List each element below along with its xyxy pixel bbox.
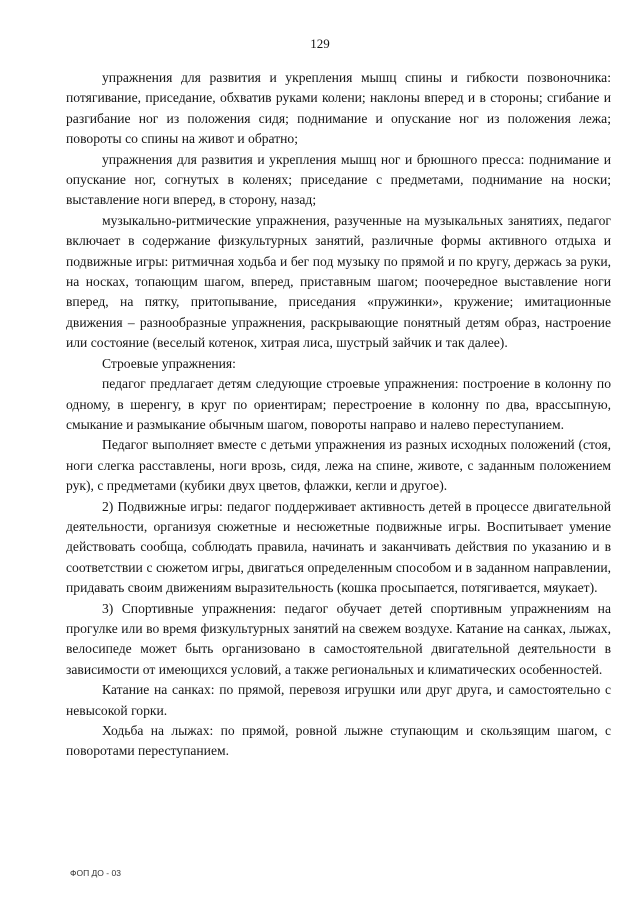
paragraph: Педагог выполняет вместе с детьми упражнения из разных исходных положений (стоя, ноги слегка расставлены, ноги врозь, сидя, лежа на спине, животе, с заданным положением рук), с предметами (кубики двух цветов, флажки, кегли и другое).: [66, 437, 611, 494]
paragraph: музыкально-ритмические упражнения, разученные на музыкальных занятиях, педагог включает в содержание физкультурных занятий, различные формы активного отдыха и подвижные игры: ритмичная ходьба и бег под музыку по прямой и по кругу, держась за руки, на носках, топающим шагом, вперед, приставным шагом; поочередное выставление ноги вперед, на пятку, притопывание, приседания «пружинки», кружение; имитационные движения – разнообразные упражнения, раскрывающие понятный детям образ, настроение или состояние (веселый котенок, хитрая лиса, шустрый зайчик и так далее).: [66, 212, 611, 351]
page-number: 129: [310, 36, 330, 51]
paragraph: Строевые упражнения:: [102, 355, 236, 371]
paragraph: Катание на санках: по прямой, перевозя игрушки или друг друга, и самостоятельно с невысокой горки.: [66, 682, 611, 718]
paragraph: Ходьба на лыжах: по прямой, ровной лыжне ступающим и скользящим шагом, с поворотами переступанием.: [66, 723, 611, 759]
body-text: [66, 68, 611, 762]
paragraph: педагог предлагает детям следующие строевые упражнения: построение в колонну по одному, в шеренгу, в круг по ориентирам; перестроение в колонну по два, врассыпную, смыкание и размыкание обычным шагом, повороты направо и налево переступанием.: [66, 376, 611, 432]
paragraph: упражнения для развития и укрепления мышц ног и брюшного пресса: поднимание и опускание ног, согнутых в коленях; приседание с предметами, поднимание на носки; выставление ноги вперед, в сторону, назад;: [66, 151, 611, 208]
paragraph: 2) Подвижные игры: педагог поддерживает активность детей в процессе двигательной деятельности, организуя сюжетные и несюжетные подвижные игры. Воспитывает умение действовать сообща, соблюдать правила, начинать и заканчивать действия по указанию и в соответствии с сюжетом игры, двигаться определенным способом и в заданном направлении, придавать своим движениям выразительность (кошка просыпается, потягивается, мяукает).: [66, 498, 611, 596]
document-code-footer: ФОП ДО - 03: [70, 868, 121, 878]
paragraph: упражнения для развития и укрепления мышц спины и гибкости позвоночника: потягивание, приседание, обхватив руками колени; наклоны вперед и в стороны; сгибание и разгибание ног из положения сидя; поднимание и опускание ног из положения лежа; повороты со спины на живот и обратно;: [66, 70, 611, 147]
paragraph: 3) Спортивные упражнения: педагог обучает детей спортивным упражнениям на прогулке или во время физкультурных занятий на свежем воздухе. Катание на санках, лыжах, велосипеде может быть организовано в самостоятельной двигательной деятельности в зависимости от имеющихся условий, а также региональных и климатических особенностей.: [66, 600, 611, 677]
